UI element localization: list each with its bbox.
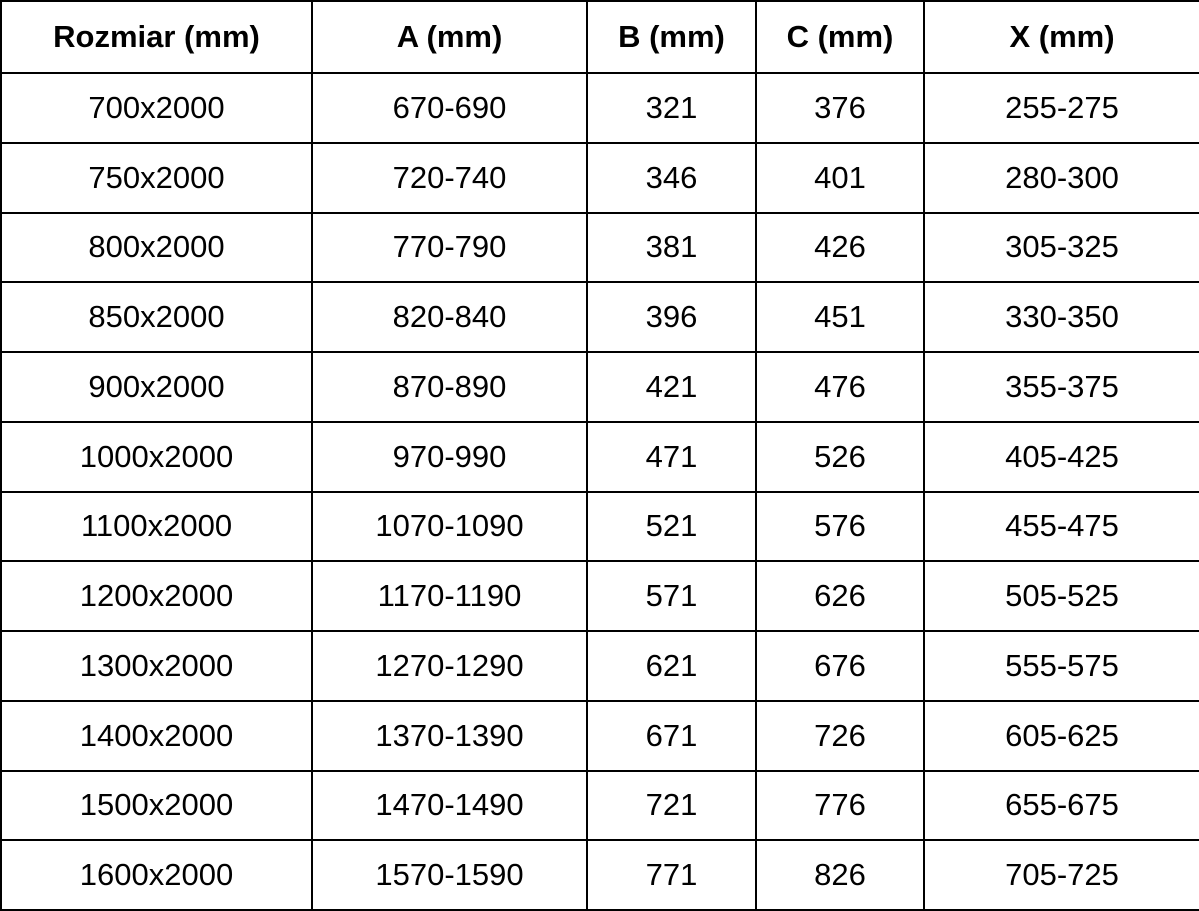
table-row bbox=[1, 143, 1199, 213]
cell-rozmiar: 1300x2000 bbox=[1, 631, 312, 701]
cell-a: 670-690 bbox=[312, 73, 587, 143]
cell-c: 376 bbox=[756, 73, 924, 143]
cell-rozmiar: 1200x2000 bbox=[1, 561, 312, 631]
cell-b: 396 bbox=[587, 282, 756, 352]
cell-b: 321 bbox=[587, 73, 756, 143]
cell-c: 776 bbox=[756, 771, 924, 841]
cell-c: 626 bbox=[756, 561, 924, 631]
cell-c: 576 bbox=[756, 492, 924, 562]
cell-b: 571 bbox=[587, 561, 756, 631]
cell-x: 355-375 bbox=[924, 352, 1199, 422]
table-row bbox=[1, 771, 1199, 841]
cell-rozmiar: 700x2000 bbox=[1, 73, 312, 143]
table-row bbox=[1, 701, 1199, 771]
header-row bbox=[1, 1, 1199, 73]
cell-c: 476 bbox=[756, 352, 924, 422]
cell-b: 421 bbox=[587, 352, 756, 422]
cell-x: 330-350 bbox=[924, 282, 1199, 352]
column-header-c: C (mm) bbox=[756, 1, 924, 73]
cell-x: 605-625 bbox=[924, 701, 1199, 771]
cell-rozmiar: 1500x2000 bbox=[1, 771, 312, 841]
cell-x: 405-425 bbox=[924, 422, 1199, 492]
cell-a: 1370-1390 bbox=[312, 701, 587, 771]
table-row bbox=[1, 561, 1199, 631]
table-row bbox=[1, 282, 1199, 352]
column-header-rozmiar: Rozmiar (mm) bbox=[1, 1, 312, 73]
cell-b: 521 bbox=[587, 492, 756, 562]
cell-a: 1170-1190 bbox=[312, 561, 587, 631]
table-header bbox=[1, 1, 1199, 73]
cell-c: 426 bbox=[756, 213, 924, 283]
cell-c: 676 bbox=[756, 631, 924, 701]
cell-a: 720-740 bbox=[312, 143, 587, 213]
cell-x: 655-675 bbox=[924, 771, 1199, 841]
cell-rozmiar: 900x2000 bbox=[1, 352, 312, 422]
table-row bbox=[1, 492, 1199, 562]
cell-b: 381 bbox=[587, 213, 756, 283]
cell-c: 401 bbox=[756, 143, 924, 213]
cell-b: 471 bbox=[587, 422, 756, 492]
cell-c: 726 bbox=[756, 701, 924, 771]
cell-x: 455-475 bbox=[924, 492, 1199, 562]
cell-a: 970-990 bbox=[312, 422, 587, 492]
cell-a: 870-890 bbox=[312, 352, 587, 422]
cell-a: 1270-1290 bbox=[312, 631, 587, 701]
cell-x: 555-575 bbox=[924, 631, 1199, 701]
cell-b: 346 bbox=[587, 143, 756, 213]
cell-b: 721 bbox=[587, 771, 756, 841]
table-row bbox=[1, 422, 1199, 492]
cell-rozmiar: 800x2000 bbox=[1, 213, 312, 283]
cell-x: 255-275 bbox=[924, 73, 1199, 143]
cell-x: 505-525 bbox=[924, 561, 1199, 631]
table-body bbox=[1, 73, 1199, 910]
table-row bbox=[1, 73, 1199, 143]
cell-a: 1570-1590 bbox=[312, 840, 587, 910]
cell-c: 826 bbox=[756, 840, 924, 910]
cell-c: 451 bbox=[756, 282, 924, 352]
table-row bbox=[1, 631, 1199, 701]
cell-rozmiar: 850x2000 bbox=[1, 282, 312, 352]
column-header-b: B (mm) bbox=[587, 1, 756, 73]
cell-b: 621 bbox=[587, 631, 756, 701]
cell-x: 705-725 bbox=[924, 840, 1199, 910]
cell-rozmiar: 1400x2000 bbox=[1, 701, 312, 771]
cell-c: 526 bbox=[756, 422, 924, 492]
cell-a: 1470-1490 bbox=[312, 771, 587, 841]
cell-rozmiar: 1100x2000 bbox=[1, 492, 312, 562]
cell-a: 770-790 bbox=[312, 213, 587, 283]
cell-b: 671 bbox=[587, 701, 756, 771]
table-row bbox=[1, 840, 1199, 910]
cell-b: 771 bbox=[587, 840, 756, 910]
cell-rozmiar: 750x2000 bbox=[1, 143, 312, 213]
table-row bbox=[1, 213, 1199, 283]
cell-rozmiar: 1600x2000 bbox=[1, 840, 312, 910]
cell-rozmiar: 1000x2000 bbox=[1, 422, 312, 492]
cell-x: 305-325 bbox=[924, 213, 1199, 283]
cell-a: 1070-1090 bbox=[312, 492, 587, 562]
cell-x: 280-300 bbox=[924, 143, 1199, 213]
cell-a: 820-840 bbox=[312, 282, 587, 352]
column-header-x: X (mm) bbox=[924, 1, 1199, 73]
table-row bbox=[1, 352, 1199, 422]
column-header-a: A (mm) bbox=[312, 1, 587, 73]
